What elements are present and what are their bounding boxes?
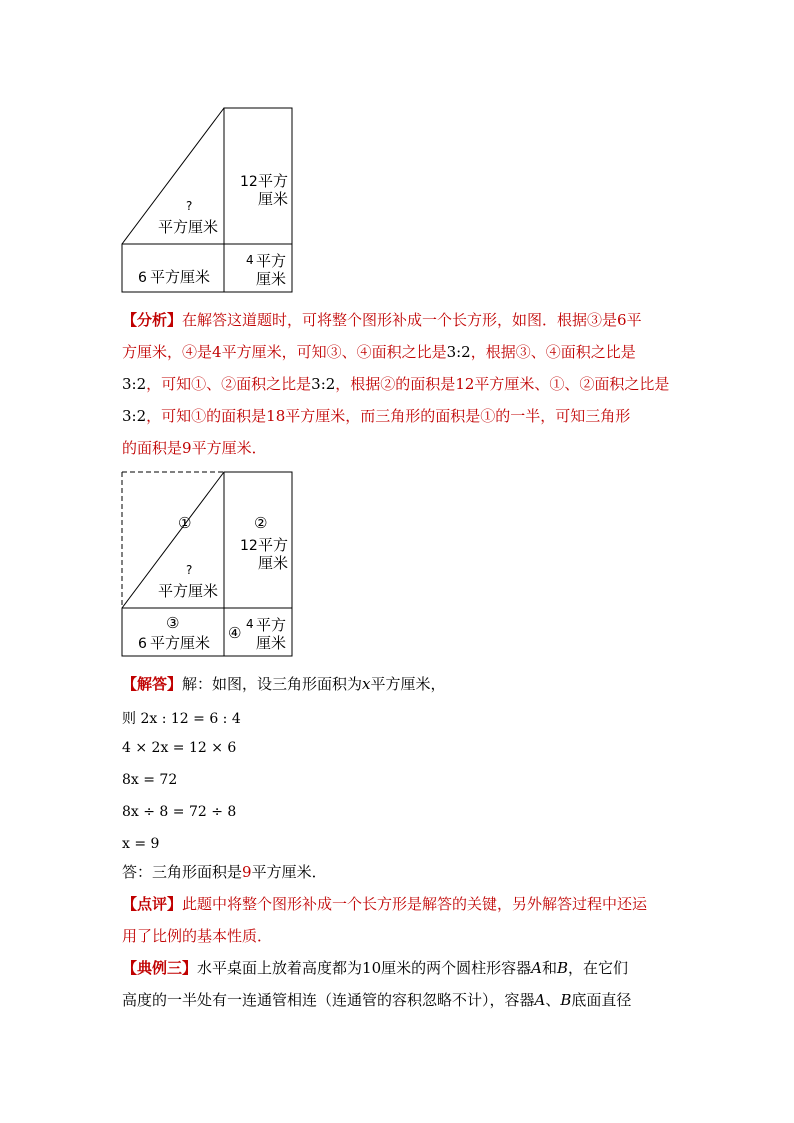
fig2-label-4: ④	[228, 624, 242, 642]
analysis-run: 平方厘米，可知③、④面积之比是	[221, 343, 447, 361]
analysis-run: 3:2	[122, 407, 147, 425]
fig1-area12-num: 12	[240, 174, 258, 190]
solution-step: x = 9	[122, 836, 160, 852]
example3-var: B	[560, 991, 572, 1009]
fig1-area6-num: 6	[138, 270, 147, 286]
example3-text: 、	[545, 991, 561, 1009]
fig1-unknown-mark: ?	[186, 199, 193, 213]
example3-tag: 【典例三】	[122, 959, 198, 977]
fig2-label-3: ③	[166, 614, 180, 632]
solution-intro-a: 解：如图，设三角形面积为	[182, 675, 363, 693]
fig2-area12-num: 12	[240, 538, 258, 554]
comment-paragraph	[122, 888, 678, 952]
figure-1	[120, 100, 300, 300]
example3-text: 和	[541, 959, 557, 977]
example3-text: 厘米的两个圆柱形容器	[381, 959, 532, 977]
analysis-run: 3:2	[122, 375, 147, 393]
analysis-line	[122, 304, 678, 336]
analysis-run: 4	[212, 343, 222, 361]
example3-num: 10	[362, 959, 382, 977]
fig2-area12-unit-b: 厘米	[258, 554, 289, 572]
comment-text-1: 此题中将整个图形补成一个长方形是解答的关键，另外解答过程中还运	[182, 895, 648, 913]
solution-intro	[122, 668, 678, 700]
solution-step: 4 × 2x = 12 × 6	[122, 740, 237, 756]
answer-line	[122, 856, 678, 888]
comment-line-2: 用了比例的基本性质．	[122, 927, 273, 945]
fig2-area4-unit-a: 平方	[256, 616, 287, 634]
fig1-area4-unit-a: 平方	[256, 252, 287, 270]
example3-var: A	[531, 959, 542, 977]
analysis-run: 平方厘米，而三角形的面积是①的一半，可知三角形	[285, 407, 631, 425]
fig1-area4-unit-b: 厘米	[256, 270, 287, 288]
analysis-run: 6	[617, 311, 627, 329]
analysis-run: ，可知①的面积是	[146, 407, 267, 425]
analysis-line	[122, 432, 678, 464]
fig2-area6-num: 6	[138, 636, 147, 652]
solution-step: 8x ÷ 8 = 72 ÷ 8	[122, 804, 237, 820]
analysis-run: 3:2	[311, 375, 336, 393]
example3-var: A	[534, 991, 546, 1009]
analysis-run: 平方厘米、①、②面积之比是	[474, 375, 670, 393]
analysis-line	[122, 400, 678, 432]
analysis-run: 12	[455, 375, 475, 393]
analysis-run: 18	[266, 407, 286, 425]
fig1-unknown-unit: 平方厘米	[158, 218, 219, 236]
figure-2	[120, 464, 300, 664]
analysis-run: 的面积是	[122, 439, 183, 457]
analysis-run: 在解答这道题时，可将整个图形补成一个长方形，如图．根据③是	[182, 311, 618, 329]
answer-b: 平方厘米．	[251, 863, 327, 881]
fig1-area12-unit-a: 平方	[258, 172, 289, 190]
analysis-line	[122, 368, 678, 400]
fig2-area6-unit: 平方厘米	[150, 634, 211, 652]
analysis-run: 方厘米，④是	[122, 343, 213, 361]
comment-tag: 【点评】	[122, 895, 183, 913]
analysis-run: ，可知①、②面积之比是	[146, 375, 312, 393]
analysis-run: 平方厘米．	[191, 439, 267, 457]
analysis-run: 平	[626, 311, 642, 329]
fig1-area4-num: 4	[246, 253, 254, 267]
fig2-unknown-unit: 平方厘米	[158, 582, 219, 600]
analysis-run: ，根据②的面积是	[335, 375, 456, 393]
example3-line-2	[122, 984, 678, 1016]
fig1-area12-unit-b: 厘米	[258, 190, 289, 208]
answer-num: 9	[242, 863, 252, 881]
example3-line-1	[122, 952, 678, 984]
example3-var: B	[557, 959, 569, 977]
analysis-tag: 【分析】	[122, 311, 183, 329]
fig2-label-2: ②	[254, 514, 268, 532]
analysis-run: 9	[182, 439, 192, 457]
analysis-line-1	[182, 311, 642, 329]
solution-intro-b: 平方厘米，	[370, 675, 446, 693]
comment-line-1	[122, 888, 678, 920]
example3-text: 水平桌面上放着高度都为	[197, 959, 363, 977]
fig2-area4-unit-b: 厘米	[256, 634, 287, 652]
fig2-area4-num: 4	[246, 617, 254, 631]
fig2-label-1: ①	[178, 514, 192, 532]
solution-step: 8x = 72	[122, 772, 178, 788]
fig1-area6-unit: 平方厘米	[150, 268, 211, 286]
example3-text: 高度的一半处有一连通管相连（连通管的容积忽略不计），容器	[122, 991, 535, 1009]
example3-text: ，在它们	[568, 959, 629, 977]
solution-step: 则 2x : 12 = 6 : 4	[122, 711, 241, 727]
analysis-paragraph	[122, 304, 678, 464]
solution-intro-var: x	[362, 675, 371, 693]
analysis-line	[122, 336, 678, 368]
fig2-unknown-mark: ?	[186, 563, 193, 577]
example3-paragraph	[122, 952, 678, 1016]
example3-text: 底面直径	[571, 991, 632, 1009]
analysis-run: 3:2	[446, 343, 471, 361]
answer-a: 答：三角形面积是	[122, 863, 243, 881]
solution-tag: 【解答】	[122, 675, 183, 693]
analysis-run: ，根据③、④面积之比是	[470, 343, 636, 361]
fig2-area12-unit-a: 平方	[258, 536, 289, 554]
